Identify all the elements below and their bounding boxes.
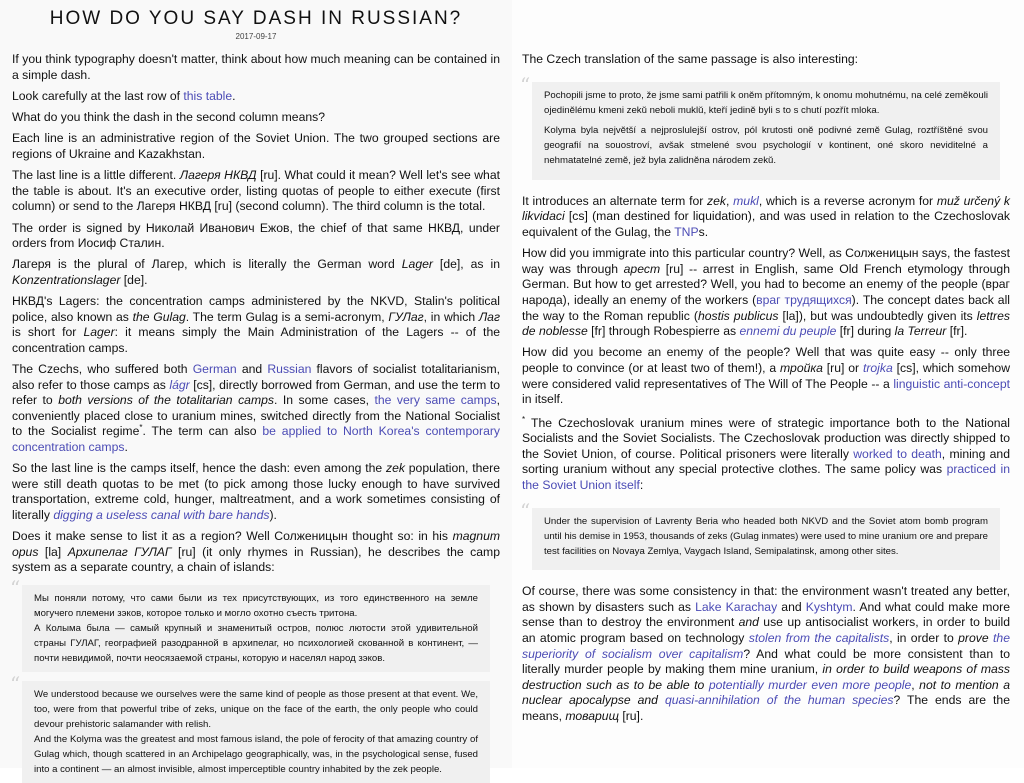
- tnp-link[interactable]: TNP: [674, 224, 699, 239]
- quote-mark-icon: “: [10, 671, 21, 696]
- footnote-marker: *: [522, 414, 526, 424]
- blockquote-czech: “ Pochopili jsme to proto, že jsme sami patřili k onĕm přítomným, k onomu mohutnému, na celé zemĕkouli ojedinĕlému kmeni zekŭ neboli muklŭ, kteří jedinĕ byli s to s chutí pozřít mloka. Kolyma byla nejvĕtší a nejproslulejší ostrov, pól krutosti onĕ podivné zemĕ Gulag, roztříštĕné svou geografií na souostroví, avšak stmelené svou psychologií v kontinent, oné skoro neviditelné a nehmatatelné zemĕ, jež byla zalidnĕna národem zekŭ.: [532, 82, 1000, 180]
- paragraph: How did you become an enemy of the people? Well that was quite easy -- only three people to convince (or at least two of them!), a тройка [ru] or trojka [cs], which somehow were considered valid representatives of The Will of The People -- a linguistic anti-concept in itself.: [522, 345, 1010, 407]
- paragraph: The order is signed by Николай Иванович Ежов, the chief of that same НКВД, under orders from Иосиф Сталин.: [12, 220, 500, 251]
- kyshtym-link[interactable]: Kyshtym: [805, 599, 853, 614]
- superiority-of-socialism-link[interactable]: the superiority of socialism over capitalism: [522, 631, 1010, 661]
- quote-mark-icon: “: [520, 72, 531, 97]
- right-column: [512, 0, 1024, 768]
- page-title: HOW DO YOU SAY DASH IN RUSSIAN?: [49, 8, 463, 29]
- north-korea-link[interactable]: be applied to North Korea's contemporary concentration camps: [12, 424, 500, 454]
- this-table-link[interactable]: this table: [183, 88, 233, 103]
- quasi-annihilation-link[interactable]: quasi-annihilation of the human species: [664, 693, 894, 708]
- lagr-link[interactable]: lágr: [169, 377, 190, 392]
- paragraph: The last line is a little different. Лагеря НКВД [ru]. What could it mean? Well let's see what the table is about. It's an executive order, listing quotas of people to either execute (first column) or send to the Лагеря НКВД [ru] (second column). The third column is the total.: [12, 168, 500, 214]
- russian-link[interactable]: Russian: [267, 362, 312, 377]
- paragraph: Of course, there was some consistency in that: the environment wasn't treated any better, as shown by disasters such as Lake Karachay and Kyshtym. And what could make more sense than to destroy the environment and use up antisocialist workers, in order to build an atomic program based on technology stolen from the capitalists, in order to prove the superiority of socialism over capitalism? And what could be more consistent than to literally murder people by making them mine uranium, in order to build weapons of mass destruction such as to be able to potentially murder even more people, not to mention a nuclear apocalypse and quasi-annihilation of the human species? The ends are the means, товарищ [ru].: [522, 584, 1010, 723]
- paragraph: The Czech translation of the same passage is also interesting:: [522, 52, 859, 66]
- very-same-camps-link[interactable]: the very same camps: [374, 393, 497, 408]
- trojka-link[interactable]: trojka: [862, 360, 893, 375]
- mukl-link[interactable]: mukl: [733, 193, 759, 208]
- blockquote-beria: “ Under the supervision of Lavrenty Beria who headed both NKVD and the Soviet atom bomb program until his demise in 1953, thousands of zeks (Gulag inmates) were used to mine uranium ore and prepare test facilities on Novaya Zemlya, Vaygach Island, Semipalatinsk, among other sites.: [532, 508, 1000, 571]
- paragraph: НКВД's Lagers: the concentration camps administered by the NKVD, Stalin's political police, also known as the Gulag. The term Gulag is a semi-acronym, ГУЛаг, in which Лаг is short for Lager: it means simply the Main Administration of the Lagers -- of the concentration camps.: [12, 294, 501, 355]
- worked-to-death-link[interactable]: worked to death: [853, 446, 942, 461]
- paragraph: How did you immigrate into this particular country? Well, as Солженицын says, the fastest way was through арест [ru] -- arrest in English, same Old French etymology through German. But how to get arrested? Well, you had to become an enemy of the people (враг народа), ideally an enemy of the workers (враг трудящихся). The concept dates back all the way to the Roman republic (hostis publicus [la]), but was undoubtedly given its lettres de noblesse [fr] through Robespierre as ennemi du peuple [fr] during la Terreur [fr].: [522, 246, 1010, 339]
- quote-mark-icon: “: [10, 575, 21, 600]
- useless-canal-link[interactable]: digging a useless canal with bare hands: [53, 507, 270, 522]
- paragraph: So the last line is the camps itself, hence the dash: even among the zek population, there were still death quotas to be met (to pick among those lucky enough to have survived transportation, extreme cold, hunger, maltreatment, and a work sometimes consisting of literally digging a useless canal with bare hands).: [12, 461, 501, 522]
- footnote-marker: *: [139, 423, 143, 433]
- post-date: 2017-09-17: [235, 31, 277, 41]
- paragraph: Each line is an administrative region of the Soviet Union. The two grouped sections are regions of Ukraine and Kazakhstan.: [12, 131, 500, 161]
- blockquote-english: “ We understood because we ourselves were the same kind of people as those present at that event. We, too, were from that powerful tribe of zeks, unique on the face of the earth, the only people who could devour prehistoric salamander with relish. And the Kolyma was the greatest and most famous island, the pole of ferocity of that amazing country of Gulag which, though scattered in an Archipelago geographically, was, in the psychological sense, fused into a continent — an almost invisible, almost imperceptible country inhabited by the zek people.: [22, 681, 490, 783]
- lake-karachay-link[interactable]: Lake Karachay: [695, 599, 778, 614]
- paragraph: Лагеря is the plural of Лагер, which is literally the German word Lager [de], as in Konzentrationslager [de].: [12, 257, 500, 287]
- blockquote-russian: “ Мы поняли потому, что сами были из тех присутствующих, из того единственного на земле могучего племени зэков, которое только и могло охотно съесть тритона. А Колыма была — самый крупный и знаменитый остров, полюс лютости этой удивительной страны ГУЛАГ, географией разодранной в архипелаг, но психологией скованной в континент, — почти невидимой, почти неосязаемой страны, которую и населял народ зэков.: [22, 585, 490, 672]
- murder-even-more-people-link[interactable]: potentially murder even more people: [708, 677, 912, 692]
- ennemi-du-peuple-link[interactable]: ennemi du peuple: [739, 324, 837, 339]
- paragraph: If you think typography doesn't matter, think about how much meaning can be contained in a simple dash.: [12, 52, 500, 82]
- paragraph: The Czechs, who suffered both German and Russian flavors of socialist totalitarianism, also refer to those camps as lágr [cs], directly borrowed from German, and use the term to refer to both versions of the totalitarian camps. In some cases, the very same camps, conveniently placed close to uranium mines, switched directly from the National Socialist to the Socialist regime*. The term can also be applied to North Korea's contemporary concentration camps.: [12, 362, 501, 454]
- stolen-from-capitalists-link[interactable]: stolen from the capitalists: [748, 631, 890, 646]
- paragraph: What do you think the dash in the second column means?: [12, 110, 326, 125]
- paragraph: Look carefully at the last row of this table.: [12, 88, 236, 103]
- german-link[interactable]: German: [192, 362, 237, 377]
- vrag-trudyashchikhsya-link[interactable]: враг трудящихся: [756, 292, 852, 307]
- left-column: [0, 0, 512, 775]
- footnote: * The Czechoslovak uranium mines were of strategic importance both to the National Socialists and the Soviet Socialists. The Czechoslovak production was directly shipped to the Soviet Union, of course. Political prisoners were literally worked to death, mining and sorting uranium without any special protective clothes. The same policy was practiced in the Soviet Union itself:: [522, 414, 1010, 493]
- soviet-union-itself-link[interactable]: practiced in the Soviet Union itself: [522, 462, 1010, 493]
- quote-mark-icon: “: [520, 498, 531, 523]
- paragraph: It introduces an alternate term for zek, mukl, which is a reverse acronym for muž určený k likvidaci [cs] (man destined for liquidation), and was used in relation to the Czechoslovak equivalent of the Gulag, the TNPs.: [522, 193, 1010, 239]
- linguistic-anti-concept-link[interactable]: linguistic anti-concept: [893, 376, 1010, 391]
- paragraph: Does it make sense to list it as a region? Well Солженицын thought so: in his magnum opus [la] Архипелаг ГУЛАГ [ru] (it only rhymes in Russian), he describes the camp system as a separate country, a chain of islands:: [12, 529, 500, 575]
